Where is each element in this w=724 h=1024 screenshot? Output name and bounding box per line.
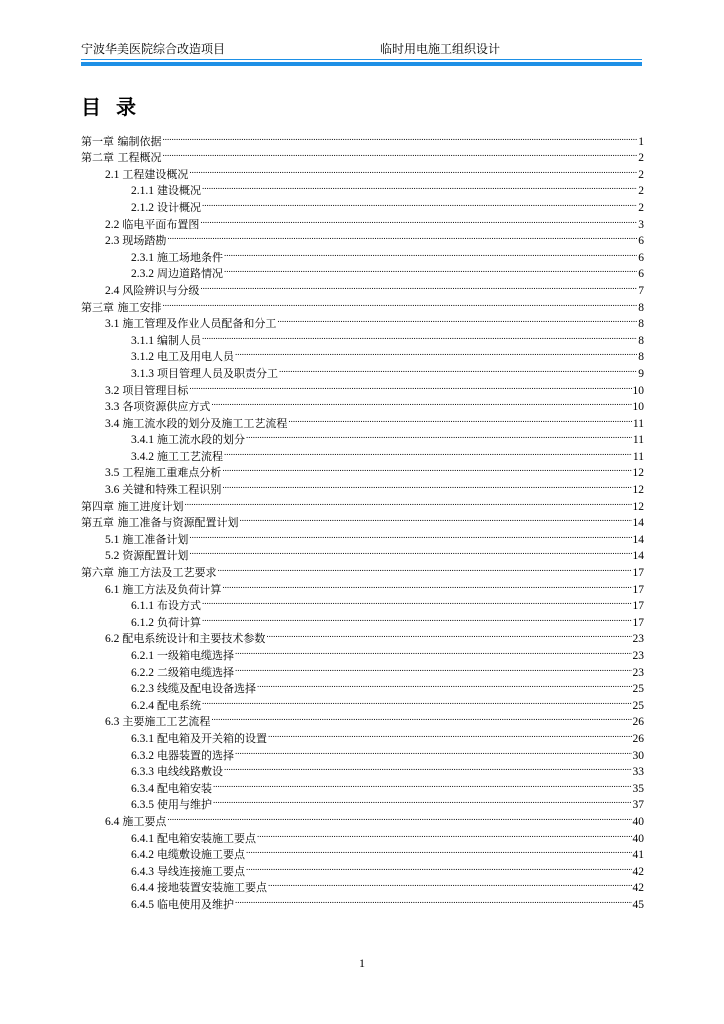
toc-entry-page: 14 bbox=[632, 517, 644, 530]
toc-entry-title: 布设方式 bbox=[157, 599, 201, 613]
toc-entry-page: 40 bbox=[632, 832, 644, 845]
toc-entry-title: 各项资源供应方式 bbox=[122, 400, 211, 414]
toc-entry-number: 6.3.3 bbox=[131, 766, 154, 779]
toc-entry-title: 现场踏勘 bbox=[122, 234, 167, 248]
toc-entry-number: 6.4 bbox=[105, 815, 120, 828]
toc-entry-number: 2.1 bbox=[105, 168, 120, 181]
toc-dot-leader bbox=[266, 626, 631, 643]
toc-entry-number: 6.2.3 bbox=[131, 683, 154, 696]
toc-entry-number: 3.1.2 bbox=[131, 351, 154, 364]
toc-dot-leader bbox=[189, 161, 637, 178]
toc-entry-title: 第五章 施工准备与资源配置计划 bbox=[81, 516, 239, 530]
toc-entry-title: 配电系统 bbox=[157, 698, 201, 712]
toc-dot-leader bbox=[235, 659, 632, 676]
header-project-name: 宁波华美医院综合改造项目 bbox=[81, 42, 226, 56]
toc-entry-page: 6 bbox=[638, 268, 644, 281]
toc-entry-page: 42 bbox=[632, 882, 644, 895]
toc-entry-page: 14 bbox=[632, 533, 644, 546]
toc-dot-leader bbox=[167, 808, 631, 825]
toc-entry[interactable] bbox=[81, 311, 644, 331]
toc-entry-page: 25 bbox=[632, 699, 644, 712]
toc-entry-number: 3.2 bbox=[105, 384, 120, 397]
toc-entry-number: 6.4.2 bbox=[131, 849, 154, 862]
toc-entry-title: 第三章 施工安排 bbox=[81, 300, 162, 314]
toc-entry-number: 6.2 bbox=[105, 633, 120, 646]
toc-dot-leader bbox=[257, 825, 632, 842]
toc-entry-number: 2.3.2 bbox=[131, 268, 154, 281]
toc-dot-leader bbox=[235, 344, 637, 361]
toc-entry-title: 施工工艺流程 bbox=[157, 449, 223, 463]
toc-dot-leader bbox=[163, 145, 638, 162]
toc-entry-title: 主要施工工艺流程 bbox=[122, 715, 211, 729]
toc-entry-number: 6.3.5 bbox=[131, 799, 154, 812]
toc-dot-leader bbox=[224, 759, 632, 776]
toc-entry-title: 建设概况 bbox=[157, 184, 201, 198]
toc-entry-page: 40 bbox=[632, 815, 644, 828]
toc-entry-title: 配电箱安装 bbox=[157, 781, 212, 795]
toc-entry-number: 5.2 bbox=[105, 550, 120, 563]
toc-entry-title: 项目管理人员及职责分工 bbox=[157, 366, 278, 380]
toc-entry-title: 项目管理目标 bbox=[122, 383, 189, 397]
toc-dot-leader bbox=[211, 394, 631, 411]
toc-entry-page: 14 bbox=[632, 550, 644, 563]
toc-entry-page: 25 bbox=[632, 683, 644, 696]
toc-entry-page: 2 bbox=[638, 201, 644, 214]
toc-entry-title: 施工方法及负荷计算 bbox=[122, 582, 222, 596]
toc-entry-page: 26 bbox=[632, 732, 644, 745]
toc-entry[interactable] bbox=[81, 128, 644, 148]
toc-entry-page: 17 bbox=[632, 583, 644, 596]
toc-entry-title: 第一章 编制依据 bbox=[81, 134, 162, 148]
toc-entry-page: 12 bbox=[632, 484, 644, 497]
toc-entry-title: 配电箱安装施工要点 bbox=[157, 831, 256, 845]
toc-entry-title: 施工流水段的划分 bbox=[157, 433, 245, 447]
toc-dot-leader bbox=[211, 709, 631, 726]
toc-entry-page: 10 bbox=[632, 401, 644, 414]
toc-entry-number: 6.1.1 bbox=[131, 600, 154, 613]
table-of-contents bbox=[81, 128, 644, 911]
page-header bbox=[81, 40, 642, 58]
toc-entry-title: 设计概况 bbox=[157, 200, 201, 214]
toc-entry-title: 施工场地条件 bbox=[157, 250, 223, 264]
toc-entry-page: 7 bbox=[638, 284, 644, 297]
toc-entry-number: 6.4.5 bbox=[131, 898, 154, 911]
toc-dot-leader bbox=[235, 742, 632, 759]
toc-entry-number: 6.3.2 bbox=[131, 749, 154, 762]
toc-entry-page: 37 bbox=[632, 799, 644, 812]
toc-dot-leader bbox=[185, 493, 632, 510]
header-divider-thin bbox=[81, 59, 642, 60]
toc-entry[interactable] bbox=[81, 145, 644, 165]
toc-entry-page: 12 bbox=[632, 467, 644, 480]
toc-entry-page: 6 bbox=[638, 251, 644, 264]
toc-entry-page: 42 bbox=[632, 865, 644, 878]
toc-dot-leader bbox=[240, 510, 632, 527]
toc-dot-leader bbox=[163, 294, 638, 311]
toc-entry-title: 第二章 工程概况 bbox=[81, 151, 162, 165]
toc-dot-leader bbox=[189, 543, 631, 560]
toc-dot-leader bbox=[246, 858, 632, 875]
toc-entry-page: 11 bbox=[632, 450, 644, 463]
toc-entry-number: 2.3 bbox=[105, 235, 120, 248]
toc-entry-title: 周边道路情况 bbox=[157, 267, 223, 281]
toc-entry-number: 6.4.4 bbox=[131, 882, 154, 895]
toc-dot-leader bbox=[200, 211, 637, 228]
toc-entry-title: 导线连接施工要点 bbox=[157, 864, 245, 878]
toc-entry-number: 6.4.3 bbox=[131, 865, 154, 878]
toc-dot-leader bbox=[222, 476, 631, 493]
toc-entry-number: 3.4 bbox=[105, 417, 120, 430]
toc-dot-leader bbox=[288, 410, 632, 427]
toc-entry-title: 工程建设概况 bbox=[122, 167, 189, 181]
toc-entry-number: 3.1.1 bbox=[131, 334, 154, 347]
toc-entry-number: 5.1 bbox=[105, 533, 120, 546]
toc-entry-title: 接地装置安装施工要点 bbox=[157, 881, 267, 895]
toc-entry-title: 施工要点 bbox=[122, 814, 167, 828]
toc-entry-page: 17 bbox=[632, 567, 644, 580]
toc-heading: 目 录 bbox=[81, 95, 140, 119]
toc-entry-title: 关键和特殊工程识别 bbox=[122, 483, 222, 497]
toc-entry-title: 第六章 施工方法及工艺要求 bbox=[81, 566, 217, 580]
toc-entry-number: 3.1.3 bbox=[131, 367, 154, 380]
toc-dot-leader bbox=[202, 178, 637, 195]
toc-entry-title: 电工及用电人员 bbox=[157, 350, 234, 364]
toc-entry-title: 临电平面布置图 bbox=[122, 217, 200, 231]
toc-entry-number: 6.4.1 bbox=[131, 832, 154, 845]
toc-entry-page: 3 bbox=[638, 218, 644, 231]
toc-dot-leader bbox=[235, 642, 632, 659]
toc-entry-page: 9 bbox=[638, 367, 644, 380]
toc-entry-page: 41 bbox=[632, 849, 644, 862]
toc-entry-number: 3.3 bbox=[105, 401, 120, 414]
toc-dot-leader bbox=[189, 377, 631, 394]
toc-entry-page: 26 bbox=[632, 716, 644, 729]
toc-entry-page: 35 bbox=[632, 782, 644, 795]
toc-entry-page: 2 bbox=[638, 168, 644, 181]
toc-entry-page: 45 bbox=[632, 898, 644, 911]
toc-dot-leader bbox=[218, 559, 632, 576]
toc-dot-leader bbox=[224, 244, 637, 261]
toc-dot-leader bbox=[268, 875, 632, 892]
toc-entry-title: 工程施工重难点分析 bbox=[122, 466, 222, 480]
toc-entry-title: 电缆敷设施工要点 bbox=[157, 848, 245, 862]
toc-dot-leader bbox=[202, 692, 632, 709]
toc-entry-page: 23 bbox=[632, 650, 644, 662]
toc-dot-leader bbox=[213, 792, 632, 809]
toc-entry-page: 12 bbox=[632, 500, 644, 513]
toc-entry-title: 配电箱及开关箱的设置 bbox=[157, 731, 267, 745]
toc-entry-number: 6.2.2 bbox=[131, 666, 154, 679]
toc-entry-number: 6.1 bbox=[105, 583, 120, 596]
toc-dot-leader bbox=[202, 593, 632, 610]
toc-entry-number: 3.5 bbox=[105, 467, 120, 480]
toc-dot-leader bbox=[257, 676, 632, 693]
toc-dot-leader bbox=[202, 609, 632, 626]
toc-entry-title: 负荷计算 bbox=[157, 615, 201, 629]
toc-entry-title: 临电使用及维护 bbox=[157, 897, 234, 911]
toc-dot-leader bbox=[189, 526, 631, 543]
toc-dot-leader bbox=[277, 311, 637, 328]
toc-entry-number: 6.3.1 bbox=[131, 732, 154, 745]
toc-entry-page: 8 bbox=[638, 334, 644, 347]
toc-entry-title: 施工准备计划 bbox=[122, 532, 189, 546]
toc-dot-leader bbox=[202, 194, 637, 211]
toc-entry-page: 23 bbox=[632, 666, 644, 679]
toc-entry-page: 10 bbox=[632, 384, 644, 397]
toc-entry-page: 11 bbox=[632, 434, 644, 447]
toc-entry-title: 第四章 施工进度计划 bbox=[81, 499, 184, 513]
toc-entry-page: 33 bbox=[632, 766, 644, 779]
toc-entry-title: 编制人员 bbox=[157, 333, 201, 347]
toc-entry-title: 施工流水段的划分及施工工艺流程 bbox=[122, 416, 288, 430]
toc-entry-page: 17 bbox=[632, 600, 644, 613]
toc-dot-leader bbox=[268, 725, 632, 742]
toc-entry-page: 8 bbox=[638, 318, 644, 331]
toc-dot-leader bbox=[246, 427, 632, 444]
toc-dot-leader bbox=[167, 228, 637, 245]
toc-entry-page: 23 bbox=[632, 633, 644, 646]
toc-entry-title: 风险辨识与分级 bbox=[122, 283, 200, 297]
toc-entry-title: 资源配置计划 bbox=[122, 549, 189, 563]
toc-dot-leader bbox=[163, 128, 638, 145]
toc-dot-leader bbox=[224, 261, 637, 278]
header-divider bbox=[81, 62, 642, 66]
toc-dot-leader bbox=[235, 891, 632, 908]
toc-entry-number: 2.3.1 bbox=[131, 251, 154, 264]
toc-entry-title: 电器装置的选择 bbox=[157, 748, 234, 762]
toc-entry-number: 2.4 bbox=[105, 284, 120, 297]
toc-entry-title: 二级箱电缆选择 bbox=[157, 665, 234, 679]
toc-entry-page: 8 bbox=[638, 351, 644, 364]
toc-entry-page: 2 bbox=[638, 185, 644, 198]
toc-entry-number: 6.3.4 bbox=[131, 782, 154, 795]
toc-entry-page: 6 bbox=[638, 235, 644, 248]
toc-entry-page: 30 bbox=[632, 749, 644, 762]
toc-entry-number: 6.2.4 bbox=[131, 699, 154, 712]
toc-entry-page: 17 bbox=[632, 616, 644, 629]
toc-entry-title: 一级箱电缆选择 bbox=[157, 649, 234, 662]
toc-entry[interactable] bbox=[81, 161, 644, 181]
toc-dot-leader bbox=[246, 842, 632, 859]
toc-entry-number: 6.1.2 bbox=[131, 616, 154, 629]
toc-entry-title: 电线线路敷设 bbox=[157, 765, 223, 779]
toc-entry-number: 2.1.2 bbox=[131, 201, 154, 214]
toc-entry-number: 6.2.1 bbox=[131, 650, 154, 662]
toc-dot-leader bbox=[200, 277, 637, 294]
toc-dot-leader bbox=[279, 360, 637, 377]
toc-entry-title: 配电系统设计和主要技术参数 bbox=[122, 632, 266, 646]
toc-entry-number: 3.4.1 bbox=[131, 434, 154, 447]
toc-entry-number: 2.1.1 bbox=[131, 185, 154, 198]
page-number: 1 bbox=[359, 956, 365, 970]
toc-entry-title: 线缆及配电设备选择 bbox=[157, 682, 256, 696]
toc-entry-page: 8 bbox=[638, 301, 644, 314]
toc-entry-number: 3.4.2 bbox=[131, 450, 154, 463]
toc-entry[interactable] bbox=[81, 294, 644, 314]
toc-entry-title: 使用与维护 bbox=[157, 798, 212, 812]
toc-dot-leader bbox=[202, 327, 637, 344]
toc-entry-page: 2 bbox=[638, 152, 644, 165]
toc-entry-title: 施工管理及作业人员配备和分工 bbox=[122, 317, 277, 331]
header-document-title: 临时用电施工组织设计 bbox=[380, 42, 501, 56]
toc-entry-number: 2.2 bbox=[105, 218, 120, 231]
toc-dot-leader bbox=[222, 576, 631, 593]
toc-entry-page: 1 bbox=[638, 135, 644, 148]
toc-entry-page: 11 bbox=[632, 417, 644, 430]
toc-dot-leader bbox=[213, 775, 632, 792]
toc-dot-leader bbox=[224, 443, 632, 460]
toc-entry-number: 3.6 bbox=[105, 484, 120, 497]
toc-dot-leader bbox=[222, 460, 631, 477]
toc-entry-number: 3.1 bbox=[105, 318, 120, 331]
toc-entry-number: 6.3 bbox=[105, 716, 120, 729]
